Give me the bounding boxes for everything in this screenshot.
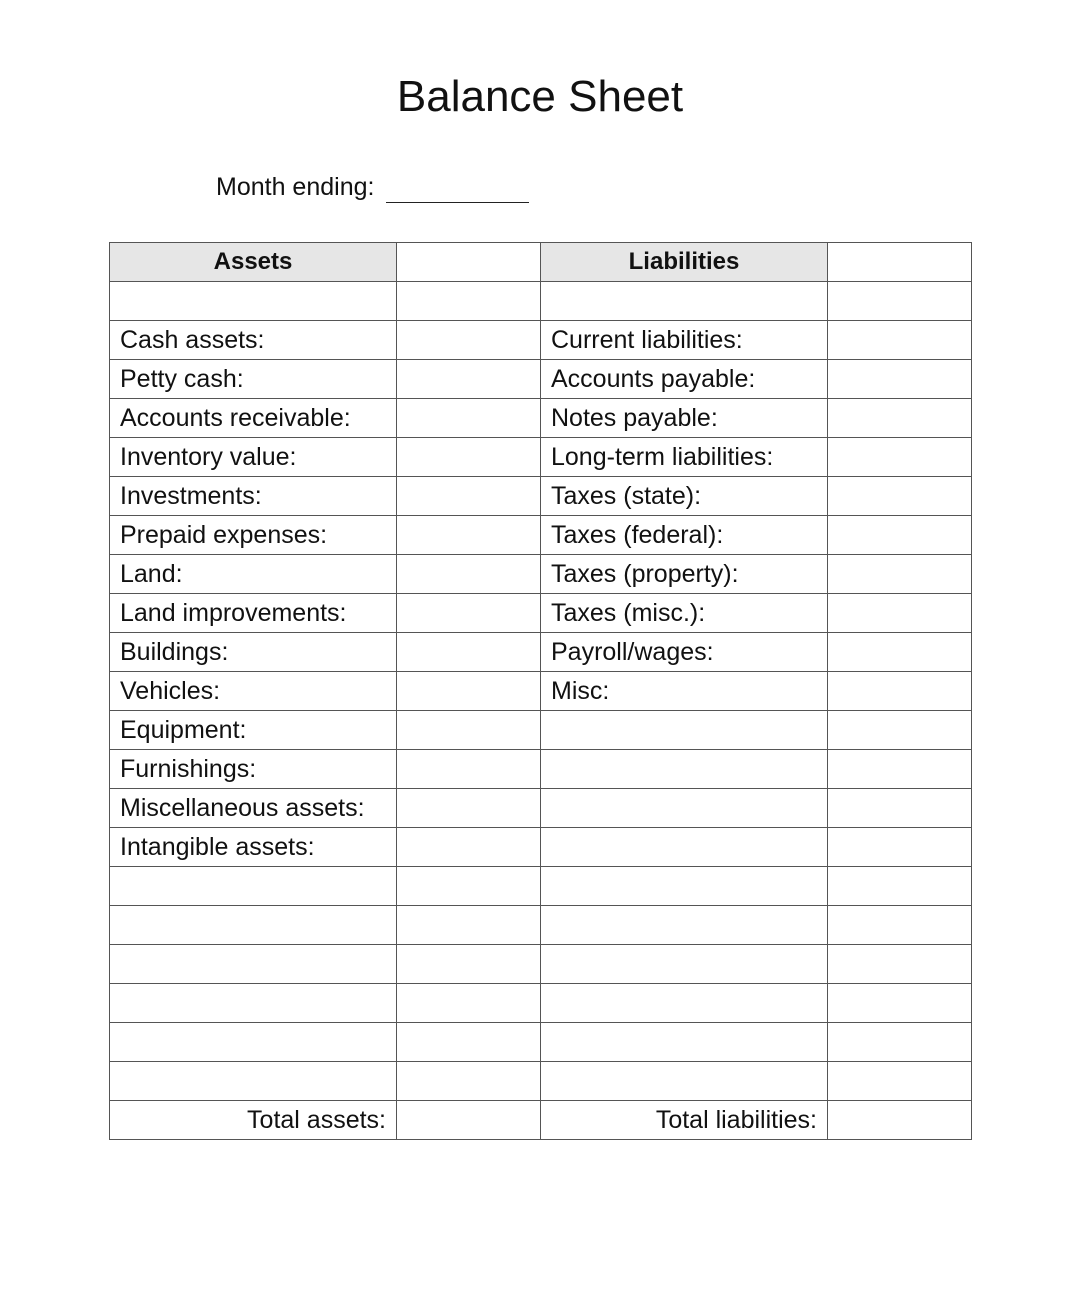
asset-label: Investments: [110, 477, 397, 516]
asset-label: Inventory value: [110, 438, 397, 477]
asset-amount[interactable] [397, 321, 541, 360]
asset-label [110, 945, 397, 984]
asset-label [110, 282, 397, 321]
liability-label [541, 1062, 828, 1101]
asset-label: Miscellaneous assets: [110, 789, 397, 828]
asset-amount[interactable] [397, 438, 541, 477]
table-body [110, 282, 972, 1101]
asset-amount[interactable] [397, 1023, 541, 1062]
table-row [110, 555, 972, 594]
total-liabilities-label: Total liabilities: [541, 1101, 828, 1140]
liability-amount[interactable] [828, 594, 972, 633]
total-assets-amount[interactable] [397, 1101, 541, 1140]
table-row [110, 477, 972, 516]
table-row [110, 399, 972, 438]
month-ending-label: Month ending: [216, 173, 375, 201]
liability-label: Current liabilities: [541, 321, 828, 360]
liability-label [541, 945, 828, 984]
liability-amount[interactable] [828, 711, 972, 750]
asset-label [110, 1023, 397, 1062]
table-header-row [110, 243, 972, 282]
liability-amount[interactable] [828, 399, 972, 438]
asset-label: Land improvements: [110, 594, 397, 633]
total-assets-label: Total assets: [110, 1101, 397, 1140]
month-ending-field[interactable] [386, 170, 529, 203]
liability-amount[interactable] [828, 321, 972, 360]
liability-label [541, 750, 828, 789]
liability-amount[interactable] [828, 360, 972, 399]
table-row [110, 438, 972, 477]
asset-label: Accounts receivable: [110, 399, 397, 438]
table-row [110, 906, 972, 945]
asset-amount[interactable] [397, 282, 541, 321]
liability-label [541, 282, 828, 321]
liability-amount[interactable] [828, 789, 972, 828]
liability-label: Taxes (misc.): [541, 594, 828, 633]
liabilities-amount-header [828, 243, 972, 282]
liability-label: Payroll/wages: [541, 633, 828, 672]
table-row [110, 516, 972, 555]
assets-header: Assets [110, 243, 397, 282]
asset-label: Petty cash: [110, 360, 397, 399]
liability-label: Taxes (federal): [541, 516, 828, 555]
asset-label: Cash assets: [110, 321, 397, 360]
asset-amount[interactable] [397, 516, 541, 555]
liability-amount[interactable] [828, 828, 972, 867]
liability-amount[interactable] [828, 1062, 972, 1101]
asset-label: Equipment: [110, 711, 397, 750]
table-row [110, 789, 972, 828]
liability-amount[interactable] [828, 438, 972, 477]
liability-label: Long-term liabilities: [541, 438, 828, 477]
table-row [110, 672, 972, 711]
balance-sheet-table [109, 242, 972, 1140]
asset-label [110, 867, 397, 906]
asset-amount[interactable] [397, 867, 541, 906]
month-ending-row [216, 170, 529, 206]
liability-amount[interactable] [828, 906, 972, 945]
asset-amount[interactable] [397, 789, 541, 828]
table-row [110, 945, 972, 984]
table-row [110, 984, 972, 1023]
asset-label: Intangible assets: [110, 828, 397, 867]
liability-amount[interactable] [828, 945, 972, 984]
table-row [110, 321, 972, 360]
table-row [110, 750, 972, 789]
asset-amount[interactable] [397, 672, 541, 711]
liability-amount[interactable] [828, 984, 972, 1023]
table-row [110, 282, 972, 321]
liability-label [541, 984, 828, 1023]
liability-label [541, 906, 828, 945]
asset-label: Furnishings: [110, 750, 397, 789]
liability-label: Taxes (state): [541, 477, 828, 516]
asset-label [110, 906, 397, 945]
liability-label [541, 789, 828, 828]
table-row [110, 828, 972, 867]
asset-amount[interactable] [397, 945, 541, 984]
asset-amount[interactable] [397, 399, 541, 438]
liability-amount[interactable] [828, 750, 972, 789]
asset-label [110, 984, 397, 1023]
asset-amount[interactable] [397, 633, 541, 672]
asset-amount[interactable] [397, 750, 541, 789]
asset-amount[interactable] [397, 1062, 541, 1101]
liability-amount[interactable] [828, 1023, 972, 1062]
liability-label [541, 867, 828, 906]
asset-label: Prepaid expenses: [110, 516, 397, 555]
totals-row [110, 1101, 972, 1140]
liabilities-header: Liabilities [541, 243, 828, 282]
liability-label: Notes payable: [541, 399, 828, 438]
asset-amount[interactable] [397, 555, 541, 594]
table-row [110, 1023, 972, 1062]
page-title: Balance Sheet [396, 72, 684, 121]
asset-amount[interactable] [397, 477, 541, 516]
asset-label: Buildings: [110, 633, 397, 672]
asset-amount[interactable] [397, 906, 541, 945]
asset-amount[interactable] [397, 360, 541, 399]
liability-label: Accounts payable: [541, 360, 828, 399]
liability-label: Taxes (property): [541, 555, 828, 594]
liability-amount[interactable] [828, 516, 972, 555]
table-row [110, 711, 972, 750]
table-row [110, 1062, 972, 1101]
liability-label [541, 1023, 828, 1062]
assets-amount-header [397, 243, 541, 282]
asset-amount[interactable] [397, 594, 541, 633]
asset-amount[interactable] [397, 984, 541, 1023]
liability-label [541, 711, 828, 750]
total-liabilities-amount[interactable] [828, 1101, 972, 1140]
liability-amount[interactable] [828, 867, 972, 906]
asset-amount[interactable] [397, 711, 541, 750]
liability-amount[interactable] [828, 672, 972, 711]
liability-amount[interactable] [828, 477, 972, 516]
asset-label: Vehicles: [110, 672, 397, 711]
asset-label: Land: [110, 555, 397, 594]
asset-amount[interactable] [397, 828, 541, 867]
table-row [110, 594, 972, 633]
liability-label: Misc: [541, 672, 828, 711]
table-row [110, 867, 972, 906]
table-row [110, 360, 972, 399]
liability-amount[interactable] [828, 633, 972, 672]
liability-label [541, 828, 828, 867]
table-row [110, 633, 972, 672]
liability-amount[interactable] [828, 555, 972, 594]
liability-amount[interactable] [828, 282, 972, 321]
asset-label [110, 1062, 397, 1101]
